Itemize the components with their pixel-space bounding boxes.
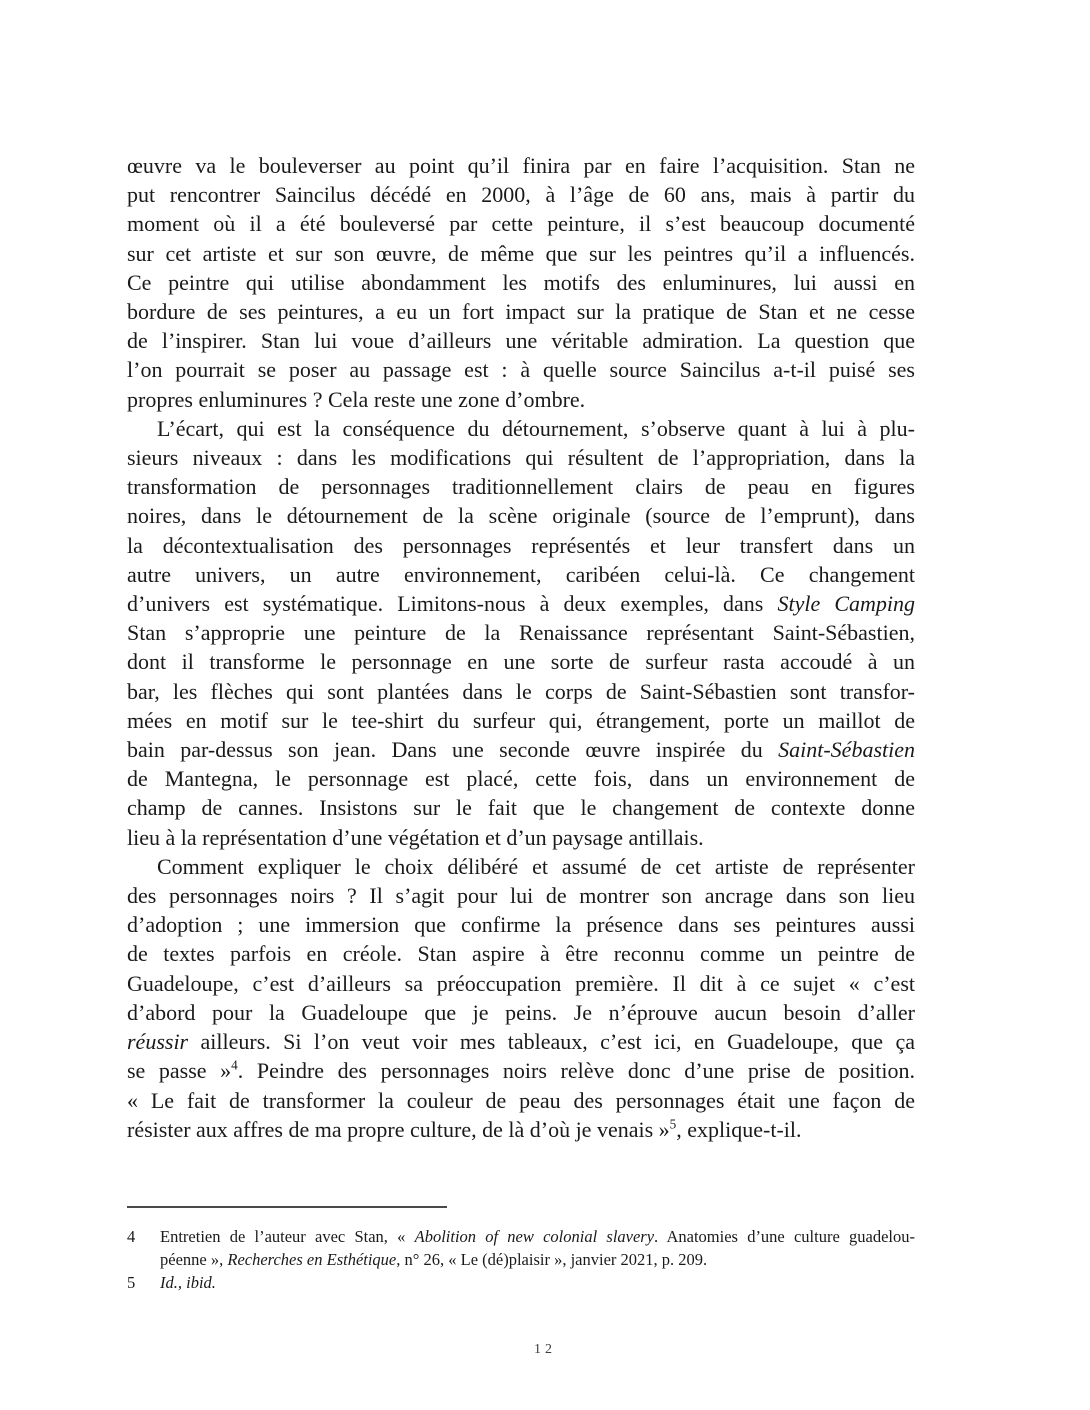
- text-line: [127, 180, 915, 209]
- text-line: [127, 355, 915, 384]
- text-segment: Comment expliquer le choix délibéré et assumé de cet artiste de représenter: [157, 853, 915, 879]
- text-line: [127, 268, 915, 297]
- text-segment: œuvre va le bouleverser au point qu’il finira par en faire l’acquisition. Stan ne: [127, 153, 915, 178]
- text-segment: transformation de personnages traditionnellement clairs de peau en figures: [127, 474, 915, 500]
- text-segment: la décontextualisation des personnages représentés et leur transfert dans un: [127, 532, 915, 558]
- text-line: [127, 969, 915, 998]
- footnote-ref: 4: [231, 1057, 238, 1073]
- text-segment: mées en motif sur le tee-shirt du surfeur qui, étrangement, porte un maillot de: [127, 707, 915, 733]
- text-line: [127, 706, 915, 735]
- text-segment: Ce peintre qui utilise abondamment les motifs des enluminures, lui aussi en: [127, 269, 915, 295]
- text-segment: de l’inspirer. Stan lui voue d’ailleurs une véritable admiration. La question que: [127, 328, 915, 354]
- text-line: [127, 618, 915, 647]
- text-segment: put rencontrer Saincilus décédé en 2000, à l’âge de 60 ans, mais à partir du: [127, 182, 915, 208]
- text-segment: de textes parfois en créole. Stan aspire à être reconnu comme un peintre de: [127, 941, 915, 967]
- text-segment: lieu à la représentation d’une végétation et d’un paysage antillais.: [127, 824, 704, 850]
- italic-text: Recherches en Esthétique: [227, 1250, 397, 1269]
- text-line: [127, 793, 915, 822]
- text-line: [127, 1027, 915, 1056]
- text-segment: , explique-t-il.: [676, 1116, 802, 1142]
- footnote-item: [127, 1271, 915, 1294]
- text-segment: de Mantegna, le personnage est placé, cette fois, dans un environnement de: [127, 766, 915, 792]
- text-segment: d’abord pour la Guadeloupe que je peins. Je n’éprouve aucun besoin d’aller: [127, 999, 915, 1025]
- text-line: [127, 472, 915, 501]
- text-line: [127, 852, 915, 881]
- footnote-ref: 5: [669, 1116, 677, 1132]
- italic-text: Saint-Sébastien: [778, 737, 915, 763]
- text-segment: se passe »: [127, 1058, 232, 1084]
- text-segment: L’écart, qui est la conséquence du détournement, s’observe quant à lui à plu-: [157, 415, 915, 441]
- text-segment: Guadeloupe, c’est d’ailleurs sa préoccupation première. Il dit à ce sujet « c’est: [127, 970, 915, 996]
- text-segment: d’adoption ; une immersion que confirme la présence dans ses peintures aussi: [127, 912, 915, 938]
- text-segment: sur cet artiste et sur son œuvre, de même que sur les peintres qu’il a influencés.: [127, 240, 915, 266]
- italic-text: réussir: [127, 1029, 189, 1055]
- paragraph: [127, 414, 915, 852]
- footnotes: [127, 1225, 915, 1294]
- text-segment: autre univers, un autre environnement, caribéen celui-là. Ce changement: [127, 561, 915, 587]
- paragraph: [127, 151, 915, 414]
- text-line: [127, 910, 915, 939]
- italic-text: Abolition of new colonial slavery: [414, 1227, 655, 1246]
- text-segment: l’on pourrait se poser au passage est : à quelle source Saincilus a-t-il puisé ses: [127, 357, 915, 383]
- text-line: [127, 589, 915, 618]
- text-segment: des personnages noirs ? Il s’agit pour lui de montrer son ancrage dans son lieu: [127, 883, 915, 909]
- text-line: [127, 385, 915, 414]
- text-line: [127, 1086, 915, 1115]
- text-line: [127, 1115, 915, 1144]
- text-segment: Entretien de l’auteur avec Stan, «: [160, 1227, 415, 1246]
- text-segment: propres enluminures ? Cela reste une zone d’ombre.: [127, 386, 586, 412]
- text-line: [127, 823, 915, 852]
- text-line: [160, 1271, 915, 1294]
- text-line: [127, 998, 915, 1027]
- page-number: 12: [534, 1342, 556, 1357]
- text-segment: bordure de ses peintures, a eu un fort impact sur la pratique de Stan et ne cesse: [127, 299, 915, 325]
- text-line: [127, 1056, 915, 1085]
- text-segment: dont il transforme le personnage en une sorte de surfeur rasta accoudé à un: [127, 649, 915, 675]
- text-segment: ailleurs. Si l’on veut voir mes tableaux, c’est ici, en Guadeloupe, que ça: [188, 1029, 915, 1055]
- text-line: [127, 647, 915, 676]
- text-line: [127, 677, 915, 706]
- text-line: [127, 764, 915, 793]
- text-segment: sieurs niveaux : dans les modifications qui résultent de l’appropriation, dans la: [127, 445, 915, 471]
- text-segment: d’univers est systématique. Limitons-nous à deux exemples, dans: [127, 591, 778, 617]
- paragraph: [127, 852, 915, 1144]
- italic-text: Id., ibid.: [160, 1273, 216, 1292]
- text-segment: . Anatomies d’une culture guadelou-: [654, 1227, 915, 1246]
- text-segment: péenne »,: [160, 1250, 228, 1269]
- text-segment: noires, dans le détournement de la scène originale (source de l’emprunt), dans: [127, 503, 915, 529]
- body-text: [127, 151, 915, 1144]
- footnote-divider: [127, 1206, 447, 1208]
- text-segment: bain par-dessus son jean. Dans une seconde œuvre inspirée du: [127, 737, 779, 763]
- text-segment: champ de cannes. Insistons sur le fait que le changement de contexte donne: [127, 795, 915, 821]
- text-segment: « Le fait de transformer la couleur de peau des personnages était une façon de: [127, 1087, 915, 1113]
- text-segment: bar, les flèches qui sont plantées dans le corps de Saint-Sébastien sont transfor-: [127, 678, 915, 704]
- text-segment: Stan s’approprie une peinture de la Renaissance représentant Saint-Sébastien,: [127, 620, 915, 646]
- text-line: [127, 443, 915, 472]
- text-line: [127, 151, 915, 180]
- text-line: [160, 1248, 915, 1271]
- footnote-number: 5: [127, 1273, 136, 1292]
- footnote-number: 4: [127, 1227, 136, 1246]
- text-line: [160, 1225, 915, 1248]
- text-line: [127, 881, 915, 910]
- text-segment: , n° 26, « Le (dé)plaisir », janvier 2021, p. 209.: [396, 1250, 708, 1269]
- text-line: [127, 297, 915, 326]
- footnote-item: [127, 1225, 915, 1271]
- text-line: [127, 735, 915, 764]
- text-segment: moment où il a été bouleversé par cette peinture, il s’est beaucoup documenté: [127, 211, 915, 237]
- text-line: [127, 326, 915, 355]
- text-segment: résister aux affres de ma propre culture, de là d’où je venais »: [127, 1116, 670, 1142]
- text-line: [127, 939, 915, 968]
- text-line: [127, 531, 915, 560]
- text-segment: . Peindre des personnages noirs relève donc d’une prise de position.: [237, 1058, 915, 1084]
- italic-text: Style Camping: [777, 591, 915, 617]
- text-line: [127, 414, 915, 443]
- text-line: [127, 501, 915, 530]
- text-line: [127, 209, 915, 238]
- text-line: [127, 239, 915, 268]
- text-line: [127, 560, 915, 589]
